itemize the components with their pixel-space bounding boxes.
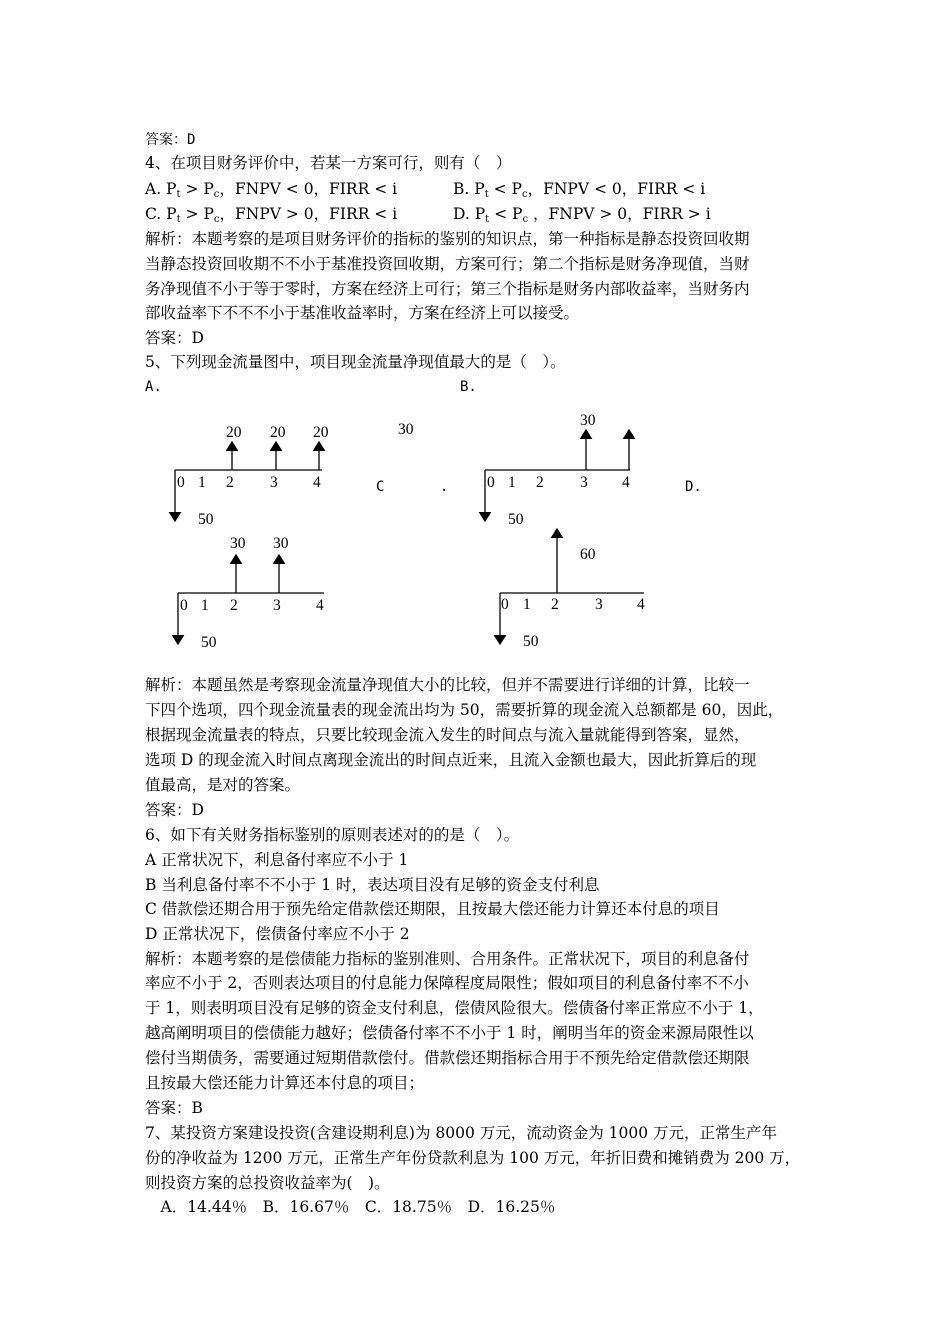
q6-analysis-line: 偿付当期债务，需要通过短期借款偿付。借款偿还期指标合用于不预先给定借款偿还期限 [145, 1049, 750, 1067]
q5-analysis-line: 根据现金流量表的特点，只要比较现金流入发生的时间点与流入量就能得到答案，显然， [145, 726, 750, 744]
diagram-c-label: C [376, 479, 385, 495]
diagram-d-tick: 4 [637, 596, 645, 613]
q7-stem-line: 则投资方案的总投资收益率为( )。 [145, 1174, 390, 1192]
diagram-d-tick: 1 [523, 596, 531, 613]
diagram-a-tick: 4 [313, 474, 321, 491]
q4-option-c: C. $P_t > P_c$，FNPV > 0，FIRR < i [145, 205, 398, 225]
q5-analysis-line: 选项 D 的现金流入时间点离现金流出的时间点近来，且流入金额也最大，因此折算后的现 [145, 751, 757, 769]
diagram-d-tick: 3 [595, 596, 603, 613]
diagram-c-tick: 3 [273, 597, 281, 614]
q6-analysis-line: 于 1，则表明项目没有足够的资金支付利息，偿债风险很大。偿债备付率正常应不小于 1， [145, 999, 764, 1017]
diagram-b-label: B. [460, 379, 477, 395]
q7-stem-line: 7、某投资方案建设投资(含建设期利息)为 8000 万元，流动资金为 1000 万元，正常生产年 [145, 1124, 778, 1142]
diagram-c-tick: 1 [201, 597, 209, 614]
diagram-d-outflow-value: 50 [523, 633, 539, 650]
q6-answer: 答案：B [145, 1099, 203, 1117]
q5-answer: 答案：D [145, 801, 204, 819]
q4-option-d: D. $P_t < P_c$ ，FNPV > 0，FIRR > i [453, 205, 711, 225]
q7-options: A．14.44％ B．16.67％ C．18.75％ D．16.25％ [145, 1198, 556, 1216]
q5-analysis-line: 解析：本题虽然是考察现金流量净现值大小的比较，但并不需要进行详细的计算，比较一 [145, 676, 750, 694]
q4-answer: 答案：D [145, 329, 204, 347]
diagram-a-tick: 0 [177, 474, 185, 491]
diagram-c-outflow-value: 50 [201, 634, 217, 651]
diagram-a-inflow-value: 20 [270, 424, 286, 441]
diagram-d [500, 533, 645, 650]
diagram-d-label: D. [685, 479, 702, 495]
diagram-d-inflow-value: 60 [580, 546, 596, 563]
diagram-a-outflow-value: 50 [198, 511, 214, 528]
q4-analysis-line: 部收益率下不不不小于基准收益率时，方案在经济上可以接受。 [145, 304, 580, 322]
q6-analysis-line: 且按最大偿还能力计算还本付息的项目； [145, 1074, 425, 1092]
diagram-b-tick: 3 [580, 474, 588, 491]
diagram-a-inflow-value: 20 [226, 424, 242, 441]
diagram-b-tick: 1 [508, 474, 516, 491]
diagram-c-inflow-value: 30 [273, 535, 289, 552]
diagram-d-tick: 2 [551, 596, 559, 613]
diagram-a-label: A. [145, 379, 162, 395]
diagram-a-tick: 1 [198, 474, 206, 491]
q5-analysis-line: 值最高，是对的答案。 [145, 776, 301, 794]
diagram-b [485, 412, 630, 528]
q3-answer: 答案：D [145, 132, 196, 148]
diagram-b-outflow-value: 50 [508, 511, 524, 528]
q4-analysis-line: 解析：本题考察的是项目财务评价的指标的鉴别的知识点，第一种指标是静态投资回收期 [145, 230, 750, 248]
diagram-a [175, 424, 329, 528]
diagram-c-tick: 0 [180, 597, 188, 614]
q6-option: A 正常状况下，利息备付率应不小于 1 [145, 851, 409, 869]
diagram-b-tick: 4 [622, 474, 630, 491]
q5-analysis-line: 下四个选项，四个现金流量表的现金流出均为 50，需要折算的现金流入总额都是 60，因此， [145, 701, 784, 719]
stray-value: 30 [398, 421, 414, 438]
q4-stem: 4、在项目财务评价中，若某一方案可行，则有（ ） [145, 154, 512, 172]
diagram-a-tick: 2 [226, 474, 234, 491]
diagram-c [178, 535, 324, 651]
diagram-b-inflow-value: 30 [580, 412, 596, 429]
q4-analysis-line: 务净现值不小于等于零时，方案在经济上可行；第三个指标是财务内部收益率，当财务内 [145, 280, 750, 298]
diagram-c-inflow-value: 30 [230, 535, 246, 552]
q6-option: C 借款偿还期合用于预先给定借款偿还期限，且按最大偿还能力计算还本付息的项目 [145, 900, 720, 918]
diagram-c-tick: 4 [316, 597, 324, 614]
q5-stem: 5、下列现金流量图中，项目现金流量净现值最大的是（ ）。 [145, 353, 566, 371]
diagram-b-tick: 2 [536, 474, 544, 491]
diagram-c-label-dot: . [440, 479, 449, 495]
q4-analysis-line: 当静态投资回收期不不小于基准投资回收期，方案可行；第二个指标是财务净现值，当财 [145, 255, 750, 273]
diagram-a-inflow-value: 20 [313, 424, 329, 441]
diagram-d-tick: 0 [501, 596, 509, 613]
diagram-c-tick: 2 [230, 597, 238, 614]
q7-stem-line: 份的净收益为 1200 万元，正常生产年份贷款利息为 100 万元，年折旧费和摊销费为 200 万， [145, 1149, 801, 1167]
q6-analysis-line: 解析：本题考察的是偿债能力指标的鉴别准则、合用条件。正常状况下，项目的利息备付 [145, 950, 750, 968]
q6-analysis-line: 越高阐明项目的偿债能力越好；偿债备付率不不小于 1 时，阐明当年的资金来源局限性以 [145, 1024, 754, 1042]
q6-option: D 正常状况下，偿债备付率应不小于 2 [145, 925, 410, 943]
q6-analysis-line: 率应不小于 2，否则表达项目的付息能力保障程度局限性；假如项目的利息备付率不不小 [145, 974, 749, 992]
diagram-b-tick: 0 [487, 474, 495, 491]
cash-flow-diagrams [0, 0, 950, 670]
q6-option: B 当利息备付率不不小于 1 时，表达项目没有足够的资金支付利息 [145, 876, 600, 894]
q4-option-a: A. $P_t > P_c$，FNPV < 0，FIRR < i [145, 180, 398, 200]
diagram-a-tick: 3 [270, 474, 278, 491]
q4-option-b: B. $P_t < P_c$，FNPV < 0，FIRR < i [453, 180, 706, 200]
q6-stem: 6、如下有关财务指标鉴别的原则表述对的的是（ ）。 [145, 826, 520, 844]
